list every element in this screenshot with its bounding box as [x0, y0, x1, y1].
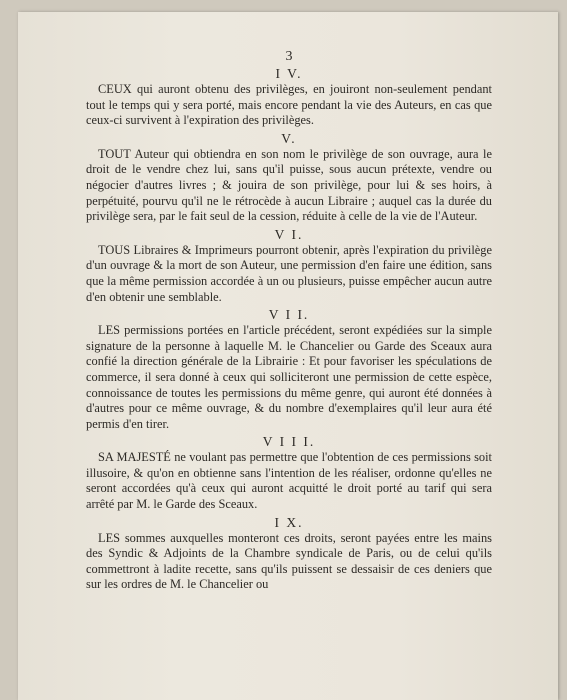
document-page [18, 12, 558, 700]
article-text-4: CEUX qui auront obtenu des privilèges, en jouiront non-seulement pendant tout le temps qui y sera porté, mais encore pendant la vie des Auteurs, en cas que ceux-ci survivent à l'expiration des privilèges. [86, 82, 492, 128]
article-text-6: TOUS Libraires & Imprimeurs pourront obtenir, après l'expiration du privilège d'un ouvrage & la mort de son Auteur, une permission d'en faire une édition, sans que la même permission accordée à un ou plusieurs, puisse empêcher aucun autre d'en obtenir une semblable. [86, 242, 492, 304]
article-text-5: TOUT Auteur qui obtiendra en son nom le privilège de son ouvrage, aura le droit de le vendre chez lui, sans qu'il puisse, sous aucun prétexte, vendre ou négocier d'autres livres ; & jouira de son privilège, pour lui & ses hoirs, à perpétuité, pourvu qu'il ne le rétrocède à aucun Libraire ; auquel cas la durée du privilège sera, par le fait seul de la cession, réduite à celle de la vie de l'Auteur. [86, 146, 492, 224]
article-heading-6: V I. [274, 226, 304, 242]
article-heading-4: I V. [275, 66, 303, 81]
article-heading-9: I X. [274, 514, 304, 530]
article-heading-5: V. [281, 130, 297, 146]
page-number: 3 [285, 49, 293, 64]
page-text [86, 50, 492, 594]
article-text-7: LES permissions portées en l'article précédent, seront expédiées sur la simple signature de la personne à laquelle M. le Chancelier ou Garde des Sceaux aura confié la direction générale de la Librairie : Et pour favoriser les spéculations de commerce, il sera donné à ceux qui solliciteront une permission de cette espèce, connoissance de toutes les permissions du même genre, qui auront été données à d'autres pour ce même ouvrage, & du nombre d'exemplaires qu'il leur aura été permis d'en tirer. [86, 323, 492, 431]
article-text-8: SA MAJESTÉ ne voulant pas permettre que l'obtention de ces permissions soit illusoire, & qu'on en obtienne sans l'intention de les réaliser, ordonne qu'elles ne seront accordées qu'à ceux qui auront acquitté le droit porté au tarif qui sera arrêté par M. le Garde des Sceaux. [86, 450, 492, 512]
article-text-9: LES sommes auxquelles monteront ces droits, seront payées entre les mains des Syndic & Adjoints de la Chambre syndicale de Paris, ou de celui qu'ils commettront à ladite recette, sans qu'ils puissent se dessaisir de ces deniers que sur les ordres de M. le Chancelier ou [86, 530, 492, 592]
article-heading-8: V I I I. [262, 434, 316, 450]
article-heading-7: V I I. [268, 307, 310, 323]
